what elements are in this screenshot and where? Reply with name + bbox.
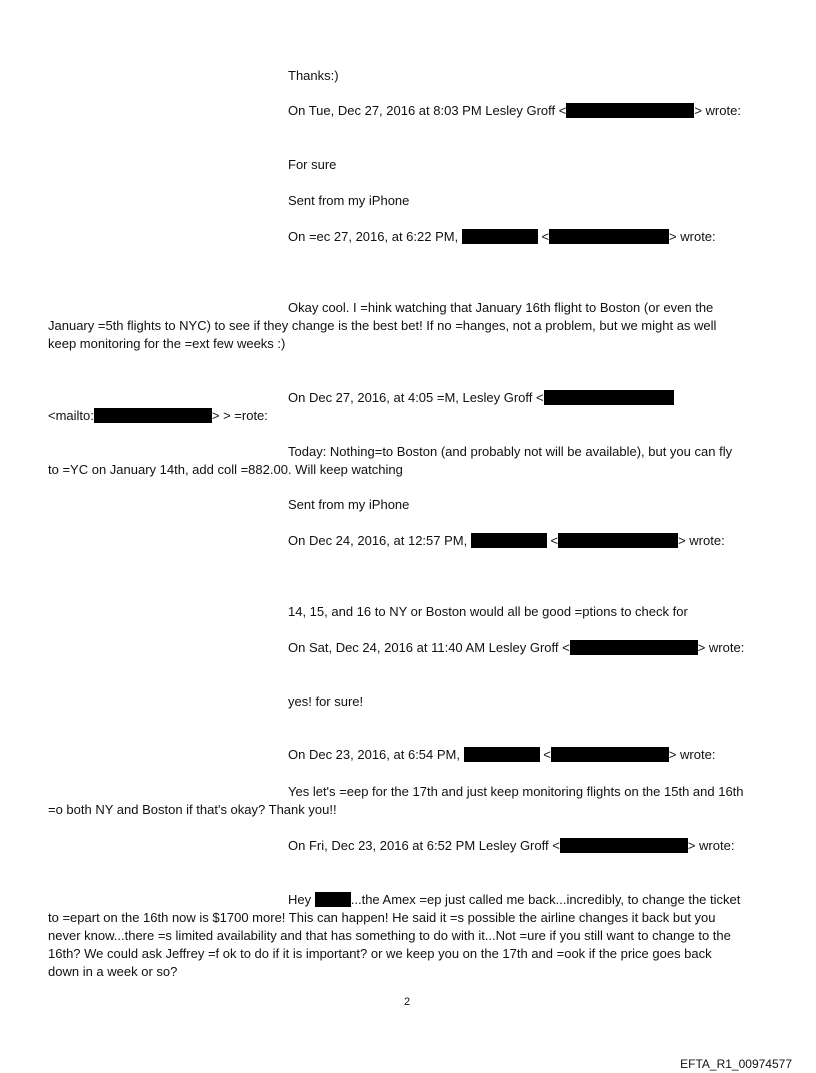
redaction-box bbox=[315, 892, 351, 907]
thanks-line: Thanks:) bbox=[288, 68, 339, 83]
redaction-box bbox=[570, 640, 698, 655]
paragraph-5-line-1: Hey ...the Amex =ep just called me back...incredibly, to change the ticket bbox=[288, 892, 741, 907]
redaction-box bbox=[544, 390, 674, 405]
paragraph-3: 14, 15, and 16 to NY or Boston would all be good =ptions to check for bbox=[288, 604, 688, 619]
reply-header-2: On =ec 27, 2016, at 6:22 PM, < > wrote: bbox=[288, 229, 716, 244]
sent-from-iphone-1: Sent from my iPhone bbox=[288, 193, 410, 208]
redaction-box bbox=[549, 229, 669, 244]
paragraph-1-line-1: Okay cool. I =hink watching that January 16th flight to Boston (or even the bbox=[288, 300, 714, 315]
paragraph-1-line-3: keep monitoring for the =ext few weeks :) bbox=[48, 336, 286, 351]
paragraph-4-line-1: Yes let's =eep for the 17th and just keep monitoring flights on the 15th and 16th bbox=[288, 784, 744, 799]
paragraph-4-line-2: =o both NY and Boston if that's okay? Thank you!! bbox=[48, 802, 337, 817]
paragraph-5-line-4: 16th? We could ask Jeffrey =f ok to do if it is important? or we keep you on the 17th and =ook if the price goes back bbox=[48, 946, 712, 961]
paragraph-2-line-2: to =YC on January 14th, add coll =882.00. Will keep watching bbox=[48, 462, 403, 477]
reply-header-1: On Tue, Dec 27, 2016 at 8:03 PM Lesley Groff < > wrote: bbox=[288, 103, 741, 118]
redaction-box bbox=[471, 533, 547, 548]
paragraph-5-line-2: to =epart on the 16th now is $1700 more! This can happen! He said it =s possible the airline changes it back but you bbox=[48, 910, 716, 925]
redaction-box bbox=[94, 408, 212, 423]
reply-header-3: On Dec 27, 2016, at 4:05 =M, Lesley Groff < bbox=[288, 390, 674, 406]
reply-header-6: On Dec 23, 2016, at 6:54 PM, < > wrote: bbox=[288, 747, 716, 762]
redaction-box bbox=[560, 838, 688, 853]
paragraph-1-line-2: January =5th flights to NYC) to see if they change is the best bet! If no =hanges, not a problem, but we might as well bbox=[48, 318, 717, 333]
reply-header-4: On Dec 24, 2016, at 12:57 PM, < > wrote: bbox=[288, 533, 725, 548]
redaction-box bbox=[558, 533, 678, 548]
paragraph-5-line-5: down in a week or so? bbox=[48, 964, 178, 979]
reply-header-5: On Sat, Dec 24, 2016 at 11:40 AM Lesley Groff < > wrote: bbox=[288, 640, 745, 655]
reply-header-3-cont: <mailto: > > =rote: bbox=[48, 408, 268, 423]
paragraph-5-line-3: never know...there =s limited availability and that has something to do with it...Not =ure if you still want to change to the bbox=[48, 928, 731, 943]
reply-header-7: On Fri, Dec 23, 2016 at 6:52 PM Lesley Groff < > wrote: bbox=[288, 838, 735, 853]
for-sure-line: For sure bbox=[288, 157, 337, 172]
yes-line: yes! for sure! bbox=[288, 694, 364, 709]
document-id-footer: EFTA_R1_00974577 bbox=[680, 1057, 792, 1071]
paragraph-2-line-1: Today: Nothing=to Boston (and probably not will be available), but you can fly bbox=[288, 444, 733, 459]
redaction-box bbox=[551, 747, 669, 762]
sent-from-iphone-2: Sent from my iPhone bbox=[288, 497, 410, 512]
redaction-box bbox=[566, 103, 694, 118]
redaction-box bbox=[464, 747, 540, 762]
page-number: 2 bbox=[404, 996, 411, 1008]
redaction-box bbox=[462, 229, 538, 244]
